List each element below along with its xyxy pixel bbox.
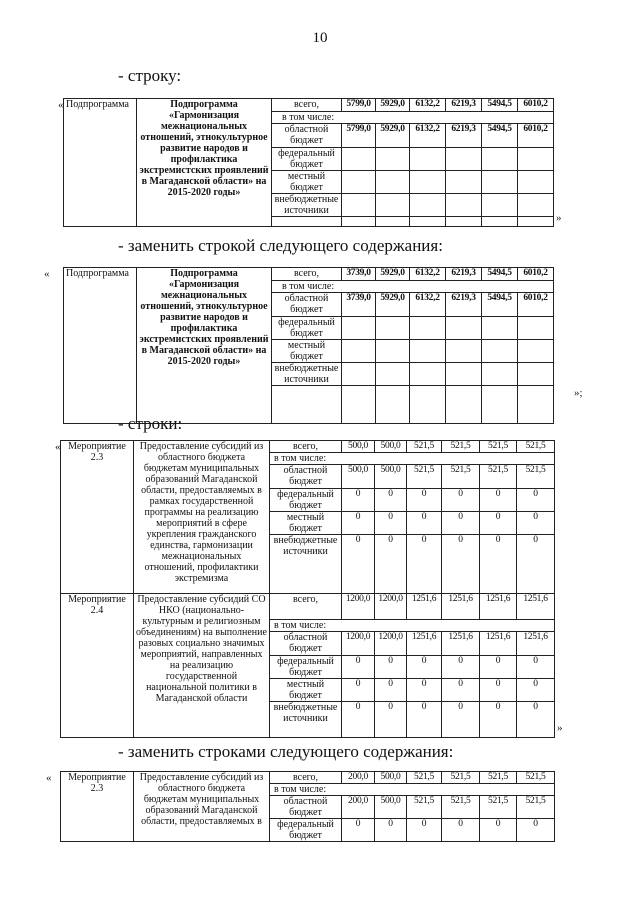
cell: 0 xyxy=(517,535,555,594)
cell: 0 xyxy=(480,535,517,594)
cell: 0 xyxy=(407,535,442,594)
cell: 0 xyxy=(480,489,517,512)
cell: 0 xyxy=(375,702,407,738)
label-mest: местный бюджет xyxy=(272,171,342,194)
label-vtom: в том числе: xyxy=(270,453,555,465)
label-vsego: всего, xyxy=(272,268,342,281)
cell: 3739,0 xyxy=(342,293,376,317)
quote-close: » xyxy=(557,722,563,734)
cell: 6132,2 xyxy=(410,124,446,148)
label-mest: местный бюджет xyxy=(272,340,342,363)
cell: 1200,0 xyxy=(375,594,407,620)
cell: 0 xyxy=(342,702,375,738)
label-fed: федеральный бюджет xyxy=(272,317,342,340)
label-vsego: всего, xyxy=(270,441,342,453)
page-number: 10 xyxy=(312,30,328,46)
cell: 0 xyxy=(407,679,442,702)
cell: 0 xyxy=(407,489,442,512)
cell: 0 xyxy=(342,535,375,594)
cell: 0 xyxy=(442,656,480,679)
measure-label: Мероприятие 2.3 xyxy=(61,772,134,842)
cell: 0 xyxy=(342,489,375,512)
cell: 521,5 xyxy=(480,441,517,453)
cell: 0 xyxy=(480,656,517,679)
cell: 0 xyxy=(375,489,407,512)
cell: 0 xyxy=(442,512,480,535)
cell: 500,0 xyxy=(342,441,375,453)
cell: 521,5 xyxy=(517,465,555,489)
cell: 5929,0 xyxy=(376,124,410,148)
cell: 521,5 xyxy=(442,796,480,819)
label-vsego: всего, xyxy=(270,594,342,620)
cell: 200,0 xyxy=(342,772,375,784)
cell: 500,0 xyxy=(375,441,407,453)
cell: 0 xyxy=(480,679,517,702)
cell: 0 xyxy=(517,679,555,702)
label-obl: областной бюджет xyxy=(270,632,342,656)
quote-open: « xyxy=(55,441,61,453)
cell: 5494,5 xyxy=(482,268,518,281)
cell: 0 xyxy=(375,512,407,535)
measure-description: Предоставление субсидий СО НКО (национально-культурным и религиозным объединениям) на выполнение разовых социально значимых мероприятий, направленных на реализацию государственной национальной политики в Магаданской области xyxy=(134,594,270,738)
cell: 521,5 xyxy=(480,465,517,489)
cell: 0 xyxy=(442,819,480,842)
cell: 500,0 xyxy=(375,796,407,819)
cell: 521,5 xyxy=(442,772,480,784)
cell: 0 xyxy=(407,702,442,738)
measure-label: Мероприятие 2.4 xyxy=(61,594,134,738)
quote-open: « xyxy=(58,99,64,111)
table-new-measures xyxy=(60,771,555,842)
table-new-subprogram xyxy=(63,267,554,424)
label-obl: областной бюджет xyxy=(272,293,342,317)
label-fed: федеральный бюджет xyxy=(270,656,342,679)
cell: 5929,0 xyxy=(376,293,410,317)
cell: 5494,5 xyxy=(482,124,518,148)
cell: 521,5 xyxy=(517,796,555,819)
label-vneb: внебюджетные источники xyxy=(270,535,342,594)
label-obl: областной бюджет xyxy=(270,465,342,489)
cell: 5929,0 xyxy=(376,99,410,112)
quote-close: » xyxy=(556,212,562,224)
cell: 0 xyxy=(342,512,375,535)
cell: 0 xyxy=(375,535,407,594)
label-vtom: в том числе: xyxy=(270,784,555,796)
heading-replace-row: - заменить строкой следующего содержания: xyxy=(118,236,443,255)
measure-label: Мероприятие 2.3 xyxy=(61,441,134,594)
cell: 521,5 xyxy=(442,465,480,489)
cell: 0 xyxy=(517,489,555,512)
cell: 5799,0 xyxy=(342,124,376,148)
table-old-measures xyxy=(60,440,555,738)
cell: 0 xyxy=(375,656,407,679)
quote-open: « xyxy=(44,268,50,280)
cell: 6219,3 xyxy=(446,99,482,112)
cell: 0 xyxy=(442,535,480,594)
subprogram-title: Подпрограмма «Гармонизация межнациональных отношений, этнокультурное развитие народов и профилактика экстремистских проявлений в Магаданской области» на 2015-2020 годы» xyxy=(137,99,272,227)
cell: 521,5 xyxy=(517,772,555,784)
cell: 0 xyxy=(517,656,555,679)
measure-description: Предоставление субсидий из областного бюджета бюджетам муниципальных образований Магаданской области, предоставляемых в рамках государственной программы на реализацию мероприятий в сфере укрепления гражданского единства, гармонизации межнациональных отношений, профилактики экстремизма xyxy=(134,441,270,594)
cell: 0 xyxy=(517,512,555,535)
cell: 521,5 xyxy=(407,772,442,784)
cell: 6132,2 xyxy=(410,99,446,112)
label-vsego: всего, xyxy=(270,772,342,784)
label-mest: местный бюджет xyxy=(270,679,342,702)
cell: 0 xyxy=(407,512,442,535)
cell: 0 xyxy=(375,679,407,702)
cell: 200,0 xyxy=(342,796,375,819)
cell: 0 xyxy=(480,512,517,535)
cell: 0 xyxy=(342,679,375,702)
subprogram-title: Подпрограмма «Гармонизация межнациональных отношений, этнокультурное развитие народов и профилактика экстремистских проявлений в Магаданской области» на 2015-2020 годы» xyxy=(137,268,272,424)
cell: 6219,3 xyxy=(446,268,482,281)
cell: 1251,6 xyxy=(442,594,480,620)
cell: 0 xyxy=(480,819,517,842)
cell: 0 xyxy=(342,819,375,842)
label-obl: областной бюджет xyxy=(272,124,342,148)
quote-open: « xyxy=(46,772,52,784)
cell: 5799,0 xyxy=(342,99,376,112)
label-fed: федеральный бюджет xyxy=(270,489,342,512)
table-old-subprogram xyxy=(63,98,554,227)
cell: 1251,6 xyxy=(480,594,517,620)
heading-stroki: - строки: xyxy=(118,414,183,433)
cell: 500,0 xyxy=(375,465,407,489)
label-obl: областной бюджет xyxy=(270,796,342,819)
cell: 1251,6 xyxy=(407,594,442,620)
cell: 5929,0 xyxy=(376,268,410,281)
label-vtom: в том числе: xyxy=(270,620,555,632)
heading-stroku: - строку: xyxy=(118,66,182,85)
cell: 521,5 xyxy=(480,796,517,819)
cell: 6010,2 xyxy=(518,268,554,281)
cell: 0 xyxy=(480,702,517,738)
cell: 521,5 xyxy=(407,441,442,453)
cell: 1251,6 xyxy=(517,632,555,656)
measure-description: Предоставление субсидий из областного бюджета бюджетам муниципальных образований Магаданской области, предоставляемых в xyxy=(134,772,270,842)
cell: 6010,2 xyxy=(518,124,554,148)
cell: 6010,2 xyxy=(518,99,554,112)
cell: 5494,5 xyxy=(482,293,518,317)
label-vtom: в том числе: xyxy=(272,281,554,293)
cell: 6219,3 xyxy=(446,293,482,317)
cell: 6132,2 xyxy=(410,268,446,281)
cell: 0 xyxy=(342,656,375,679)
label-vsego: всего, xyxy=(272,99,342,112)
quote-close: »; xyxy=(574,387,583,399)
cell: 6132,2 xyxy=(410,293,446,317)
cell: 1251,6 xyxy=(517,594,555,620)
heading-replace-rows: - заменить строками следующего содержания: xyxy=(118,742,454,761)
label-mest: местный бюджет xyxy=(270,512,342,535)
label-fed: федеральный бюджет xyxy=(272,148,342,171)
row-label: Подпрограмма xyxy=(64,99,137,227)
cell: 0 xyxy=(442,702,480,738)
cell: 521,5 xyxy=(517,441,555,453)
cell: 1200,0 xyxy=(342,594,375,620)
cell: 521,5 xyxy=(442,441,480,453)
cell: 0 xyxy=(407,656,442,679)
cell: 1251,6 xyxy=(480,632,517,656)
cell: 0 xyxy=(517,819,555,842)
row-label: Подпрограмма xyxy=(64,268,137,424)
cell: 1200,0 xyxy=(375,632,407,656)
cell: 521,5 xyxy=(407,796,442,819)
cell: 500,0 xyxy=(375,772,407,784)
cell: 5494,5 xyxy=(482,99,518,112)
label-vneb: внебюджетные источники xyxy=(272,194,342,217)
cell: 6010,2 xyxy=(518,293,554,317)
label-vtom: в том числе: xyxy=(272,112,554,124)
cell: 6219,3 xyxy=(446,124,482,148)
cell: 0 xyxy=(442,679,480,702)
cell: 0 xyxy=(375,819,407,842)
cell: 3739,0 xyxy=(342,268,376,281)
cell: 1251,6 xyxy=(407,632,442,656)
cell: 1251,6 xyxy=(442,632,480,656)
label-vneb: внебюджетные источники xyxy=(270,702,342,738)
cell: 0 xyxy=(517,702,555,738)
cell: 500,0 xyxy=(342,465,375,489)
cell: 1200,0 xyxy=(342,632,375,656)
cell: 0 xyxy=(442,489,480,512)
cell: 521,5 xyxy=(480,772,517,784)
cell: 521,5 xyxy=(407,465,442,489)
label-fed: федеральный бюджет xyxy=(270,819,342,842)
cell: 0 xyxy=(407,819,442,842)
label-vneb: внебюджетные источники xyxy=(272,363,342,386)
